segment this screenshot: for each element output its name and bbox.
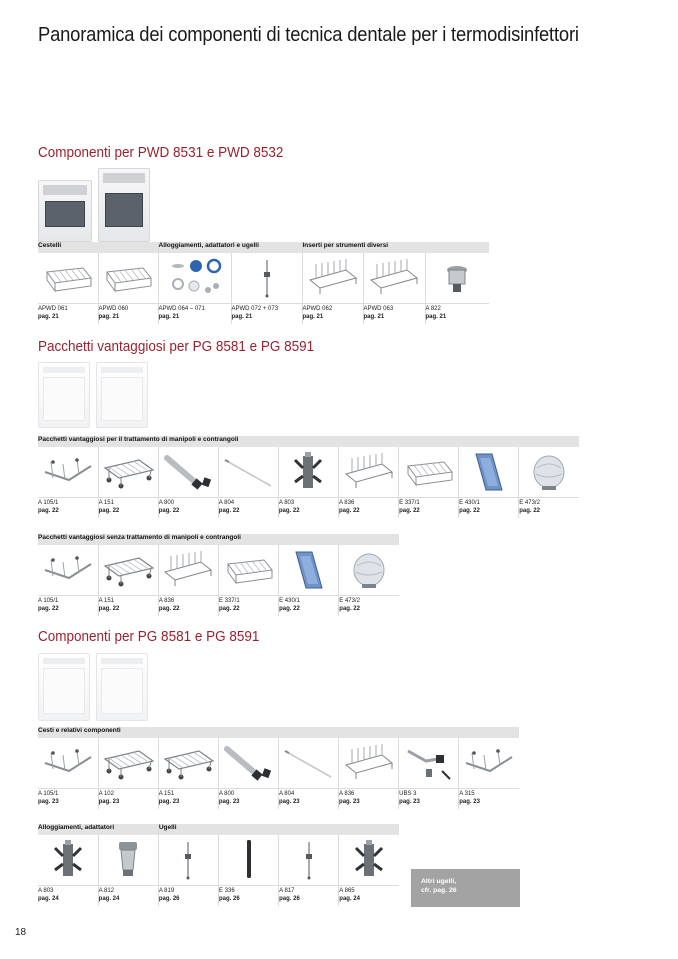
product-page-ref: pag. 22 <box>158 507 180 514</box>
product-label-cell <box>363 304 425 325</box>
product-page-ref: pag. 23 <box>399 798 420 805</box>
cart-icon <box>99 545 158 595</box>
product-label-cell <box>98 886 158 907</box>
basket-icon <box>219 545 278 595</box>
cart-icon <box>99 447 158 497</box>
product-label-cell <box>339 596 399 617</box>
product-code: E 337/1 <box>218 598 240 604</box>
product-image-cell <box>98 545 158 596</box>
product-page-ref: pag. 22 <box>38 507 59 514</box>
adapter-set-icon <box>159 253 231 303</box>
machines-pg <box>38 362 148 428</box>
product-page-ref: pag. 22 <box>339 605 360 612</box>
product-image-cell <box>302 253 363 304</box>
product-page-ref: pag. 21 <box>38 313 59 320</box>
product-label-cell <box>158 789 218 810</box>
table-pwd <box>38 242 489 324</box>
product-code: APWD 064 – 071 <box>158 306 205 312</box>
product-code: A 151 <box>158 791 175 797</box>
product-page-ref: pag. 22 <box>278 507 300 514</box>
product-code: A 836 <box>338 500 355 506</box>
tray-icon <box>459 447 518 497</box>
rail-icon <box>38 447 98 497</box>
product-code: A 105/1 <box>38 791 59 797</box>
cart-icon <box>159 738 218 788</box>
product-label-cell <box>158 498 218 519</box>
product-page-ref: pag. 24 <box>38 895 59 902</box>
product-image-cell <box>338 447 398 498</box>
product-page-ref: pag. 26 <box>158 895 180 902</box>
product-label-cell <box>519 498 579 519</box>
product-page-ref: pag. 21 <box>158 313 180 320</box>
product-page-ref: pag. 23 <box>38 798 59 805</box>
table-packages-with <box>38 436 579 518</box>
holder-icon <box>38 835 98 885</box>
product-image-cell <box>231 253 302 304</box>
product-image-cell <box>278 738 338 789</box>
product-image-cell <box>38 545 98 596</box>
product-page-ref: pag. 23 <box>158 798 180 805</box>
washer-disinfector-image <box>38 653 90 721</box>
product-image-cell <box>38 835 98 886</box>
product-page-ref: pag. 22 <box>98 605 120 612</box>
tray-icon <box>279 545 338 595</box>
handpiece-icon <box>219 738 278 788</box>
product-page-ref: pag. 26 <box>218 895 240 902</box>
product-code: A 804 <box>278 791 295 797</box>
product-label-cell <box>459 789 519 810</box>
product-page-ref: pag. 23 <box>98 798 120 805</box>
machines-pwd <box>38 168 150 242</box>
product-image-cell <box>363 253 425 304</box>
insert-rack-icon <box>339 738 398 788</box>
product-label-cell <box>278 789 338 810</box>
product-image-cell <box>98 835 158 886</box>
product-code: APWD 063 <box>363 306 394 312</box>
product-page-ref: pag. 21 <box>231 313 253 320</box>
product-code: A 151 <box>98 598 115 604</box>
product-image-cell <box>38 447 98 498</box>
product-label-cell <box>425 304 489 325</box>
product-code: A 822 <box>425 306 441 312</box>
dome-icon <box>519 447 579 497</box>
product-code: A 817 <box>279 888 295 894</box>
product-image-cell <box>425 253 489 304</box>
page-title: Panoramica dei componenti di tecnica dentale per i termodisinfettori <box>38 24 579 46</box>
product-image-cell <box>98 447 158 498</box>
table-holders-nozzles <box>38 824 399 906</box>
rod-icon <box>279 738 338 788</box>
table-header: Pacchetti vantaggiosi per il trattamento di manipoli e contrangoli <box>38 436 579 447</box>
product-page-ref: pag. 22 <box>519 507 540 514</box>
product-code: A 105/1 <box>38 598 59 604</box>
product-label-cell <box>218 596 278 617</box>
product-image-cell <box>278 447 338 498</box>
product-image-cell <box>158 253 231 304</box>
table-packages-without <box>38 534 399 616</box>
washer-disinfector-image <box>96 362 148 428</box>
product-code: E 430/1 <box>459 500 480 506</box>
product-code: UBS 3 <box>399 791 417 797</box>
product-image-cell <box>279 545 339 596</box>
product-code: A 800 <box>218 791 235 797</box>
product-code: A 812 <box>98 888 115 894</box>
product-image-cell <box>279 835 339 886</box>
product-label-cell <box>98 304 158 325</box>
product-label-cell <box>38 498 98 519</box>
product-label-cell <box>38 789 98 810</box>
product-image-cell <box>218 835 278 886</box>
product-label-cell <box>339 886 399 907</box>
product-page-ref: pag. 22 <box>279 605 300 612</box>
product-page-ref: pag. 24 <box>339 895 360 902</box>
rod-icon <box>219 447 278 497</box>
product-code: A 800 <box>158 500 175 506</box>
product-image-cell <box>158 447 218 498</box>
product-image-cell <box>38 253 98 304</box>
holder-icon <box>279 447 338 497</box>
product-image-cell <box>519 447 579 498</box>
basket-icon <box>399 447 458 497</box>
product-code: E 430/1 <box>279 598 300 604</box>
washer-disinfector-image <box>38 362 90 428</box>
product-page-ref: pag. 26 <box>279 895 300 902</box>
rail-icon <box>38 738 98 788</box>
product-code: A 105/1 <box>38 500 59 506</box>
product-page-ref: pag. 21 <box>302 313 324 320</box>
insert-rack-icon <box>159 545 218 595</box>
nozzle-icon <box>232 253 302 303</box>
product-label-cell <box>279 886 339 907</box>
product-image-cell <box>339 545 399 596</box>
basket-icon <box>99 253 158 303</box>
product-code: A 836 <box>339 791 355 797</box>
product-image-cell <box>218 447 278 498</box>
product-page-ref: pag. 21 <box>363 313 385 320</box>
product-image-cell <box>399 738 459 789</box>
product-page-ref: pag. 23 <box>459 798 480 805</box>
insert-rack-icon <box>303 253 363 303</box>
insert-rack-icon <box>364 253 425 303</box>
section-title-pwd: Componenti per PWD 8531 e PWD 8532 <box>38 144 284 161</box>
nozzle-icon <box>279 835 338 885</box>
product-label-cell <box>399 498 459 519</box>
product-label-cell <box>399 789 459 810</box>
product-page-ref: pag. 22 <box>459 507 480 514</box>
product-page-ref: pag. 21 <box>425 313 447 320</box>
handpiece-icon <box>159 447 218 497</box>
product-code: A 865 <box>339 888 355 894</box>
product-image-cell <box>459 447 519 498</box>
product-code: APWD 062 <box>302 306 333 312</box>
table-header: Ugelli <box>158 824 399 835</box>
rail-icon <box>459 738 519 788</box>
rail-icon <box>38 545 98 595</box>
section-title-packages: Pacchetti vantaggiosi per PG 8581 e PG 8591 <box>38 338 315 355</box>
adapter-icon <box>99 835 158 885</box>
product-image-cell <box>38 738 98 789</box>
product-image-cell <box>459 738 519 789</box>
product-code: A 803 <box>278 500 295 506</box>
connector-icon <box>399 738 458 788</box>
product-code: A 803 <box>38 888 54 894</box>
product-code: A 102 <box>98 791 114 797</box>
product-label-cell <box>158 304 231 325</box>
product-label-cell <box>38 886 98 907</box>
product-page-ref: pag. 21 <box>98 313 120 320</box>
product-code: APWD 072 + 073 <box>231 306 279 312</box>
product-code: E 473/2 <box>339 598 360 604</box>
product-code: APWD 061 <box>38 306 68 312</box>
product-page-ref: pag. 22 <box>218 605 240 612</box>
more-nozzles-line2: cfr. pag. 26 <box>421 887 457 894</box>
product-image-cell <box>339 738 399 789</box>
product-code: A 315 <box>459 791 475 797</box>
product-image-cell <box>399 447 459 498</box>
table-header: Cestelli <box>38 242 158 253</box>
product-code: A 151 <box>98 500 114 506</box>
basket-icon <box>38 253 98 303</box>
product-label-cell <box>98 789 158 810</box>
product-page-ref: pag. 22 <box>98 507 120 514</box>
product-label-cell <box>98 596 158 617</box>
product-code: A 804 <box>218 500 235 506</box>
product-label-cell <box>218 789 278 810</box>
product-page-ref: pag. 23 <box>218 798 240 805</box>
cart-icon <box>99 738 158 788</box>
dome-icon <box>339 545 399 595</box>
product-code: A 836 <box>158 598 175 604</box>
product-code: E 473/2 <box>519 500 540 506</box>
product-code: APWD 060 <box>98 306 129 312</box>
product-image-cell <box>218 738 278 789</box>
page-number: 18 <box>15 927 27 938</box>
product-image-cell <box>339 835 399 886</box>
product-label-cell <box>158 886 218 907</box>
product-page-ref: pag. 22 <box>218 507 240 514</box>
product-label-cell <box>218 886 278 907</box>
product-label-cell <box>158 596 218 617</box>
product-code: E 336 <box>218 888 235 894</box>
insert-rack-icon <box>339 447 398 497</box>
product-code: E 337/1 <box>399 500 420 506</box>
product-label-cell <box>339 789 399 810</box>
table-baskets <box>38 727 519 809</box>
product-label-cell <box>338 498 398 519</box>
product-label-cell <box>231 304 302 325</box>
washer-disinfector-image <box>38 180 92 242</box>
machines-pg-2 <box>38 653 148 721</box>
more-nozzles-line1: Altri ugelli, <box>421 878 457 885</box>
product-image-cell <box>158 835 218 886</box>
nozzle-icon <box>159 835 218 885</box>
product-page-ref: pag. 22 <box>38 605 59 612</box>
product-label-cell <box>38 596 98 617</box>
table-header: Pacchetti vantaggiosi senza trattamento di manipoli e contrangoli <box>38 534 399 545</box>
product-label-cell <box>302 304 363 325</box>
product-code: A 819 <box>158 888 175 894</box>
product-image-cell <box>158 738 218 789</box>
product-label-cell <box>38 304 98 325</box>
table-header: Cesti e relativi componenti <box>38 727 519 738</box>
product-label-cell <box>279 596 339 617</box>
washer-disinfector-image <box>98 168 150 242</box>
table-header: Alloggiamenti, adattatori e ugelli <box>158 242 302 253</box>
product-image-cell <box>98 253 158 304</box>
holder-icon <box>339 835 399 885</box>
table-header: Alloggiamenti, adattatori <box>38 824 158 835</box>
product-page-ref: pag. 22 <box>399 507 420 514</box>
product-label-cell <box>459 498 519 519</box>
cap-icon <box>426 253 490 303</box>
product-image-cell <box>98 738 158 789</box>
section-title-components-pg: Componenti per PG 8581 e PG 8591 <box>38 628 260 645</box>
table-header: Inserti per strumenti diversi <box>302 242 489 253</box>
product-image-cell <box>218 545 278 596</box>
product-page-ref: pag. 24 <box>98 895 120 902</box>
product-label-cell <box>98 498 158 519</box>
more-nozzles-note <box>411 869 520 907</box>
product-page-ref: pag. 22 <box>158 605 180 612</box>
product-page-ref: pag. 23 <box>339 798 360 805</box>
product-label-cell <box>218 498 278 519</box>
product-image-cell <box>158 545 218 596</box>
product-page-ref: pag. 23 <box>278 798 300 805</box>
product-page-ref: pag. 22 <box>338 507 360 514</box>
product-label-cell <box>278 498 338 519</box>
washer-disinfector-image <box>96 653 148 721</box>
nozzle-long-icon <box>219 835 278 885</box>
